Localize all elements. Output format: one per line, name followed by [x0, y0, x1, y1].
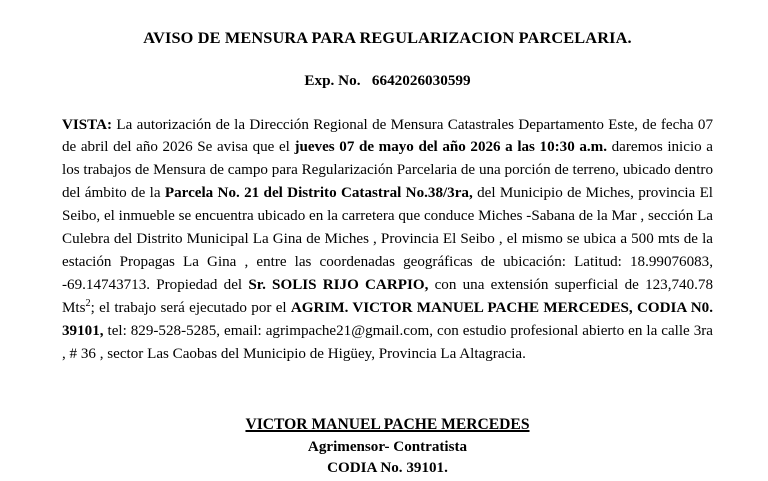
body-segment-1: La autorización de la Dirección Regional de Mensura Catastrales Departamento Este, de fecha 07 de abril del año 2026 Se avisa que el [62, 116, 713, 156]
signature-block [62, 414, 713, 478]
signature-codia: CODIA No. 39101. [327, 459, 448, 476]
body-segment-3: del Municipio de Miches, provincia El Seibo, el inmueble se encuentra ubicado en la carretera que conduce Miches -Sabana de la Mar , sección La Culebra del Distrito Municipal La Gina de Miches , Provincia El Seibo , el mismo se ubica a 500 mts de la estación Propagas La Gina , entre las coordenadas geográficas de ubicación: Latitud: 18.99076083, -69.14743713. Propiedad del [62, 185, 713, 294]
page-title: AVISO DE MENSURA PARA REGULARIZACION PARCELARIA. [143, 28, 632, 47]
signature-name: VICTOR MANUEL PACHE MERCEDES [245, 415, 530, 433]
notice-body-paragraph [62, 114, 713, 366]
document-content [62, 0, 713, 478]
vista-label: VISTA: [62, 116, 113, 133]
body-segment-area-pre: con una extensión superficial de 123,740.78 Mts [62, 277, 713, 317]
appointment-datetime: jueves 07 de mayo del año 2026 a las 10:30 a.m. [294, 139, 607, 156]
body-segment-5: tel: 829-528-5285, email: agrimpache21@gmail.com, con estudio profesional abierto en la calle 3ra , # 36 , sector Las Caobas del Municipio de Higüey, Provincia La Altagracia. [62, 322, 713, 362]
expedient-number-line: Exp. No. 6642026030599 [304, 71, 471, 89]
signature-name-row [62, 414, 713, 436]
surveyor-credential: AGRIM. VICTOR MANUEL PACHE MERCEDES, CODIA N0. 39101, [62, 300, 713, 339]
owner-name: Sr. SOLIS RIJO CARPIO, [248, 277, 429, 294]
parcel-reference: Parcela No. 21 del Distrito Catastral No.38/3ra, [164, 185, 473, 202]
body-segment-2: daremos inicio a los trabajos de Mensura de campo para Regularización Parcelaria de una porción de terreno, ubicado dentro del ámbito de la [62, 139, 713, 202]
area-unit-superscript: 2 [85, 298, 91, 310]
signature-role: Agrimensor- Contratista [307, 438, 468, 455]
body-segment-area-post: ; el trabajo será ejecutado por el [90, 300, 291, 317]
